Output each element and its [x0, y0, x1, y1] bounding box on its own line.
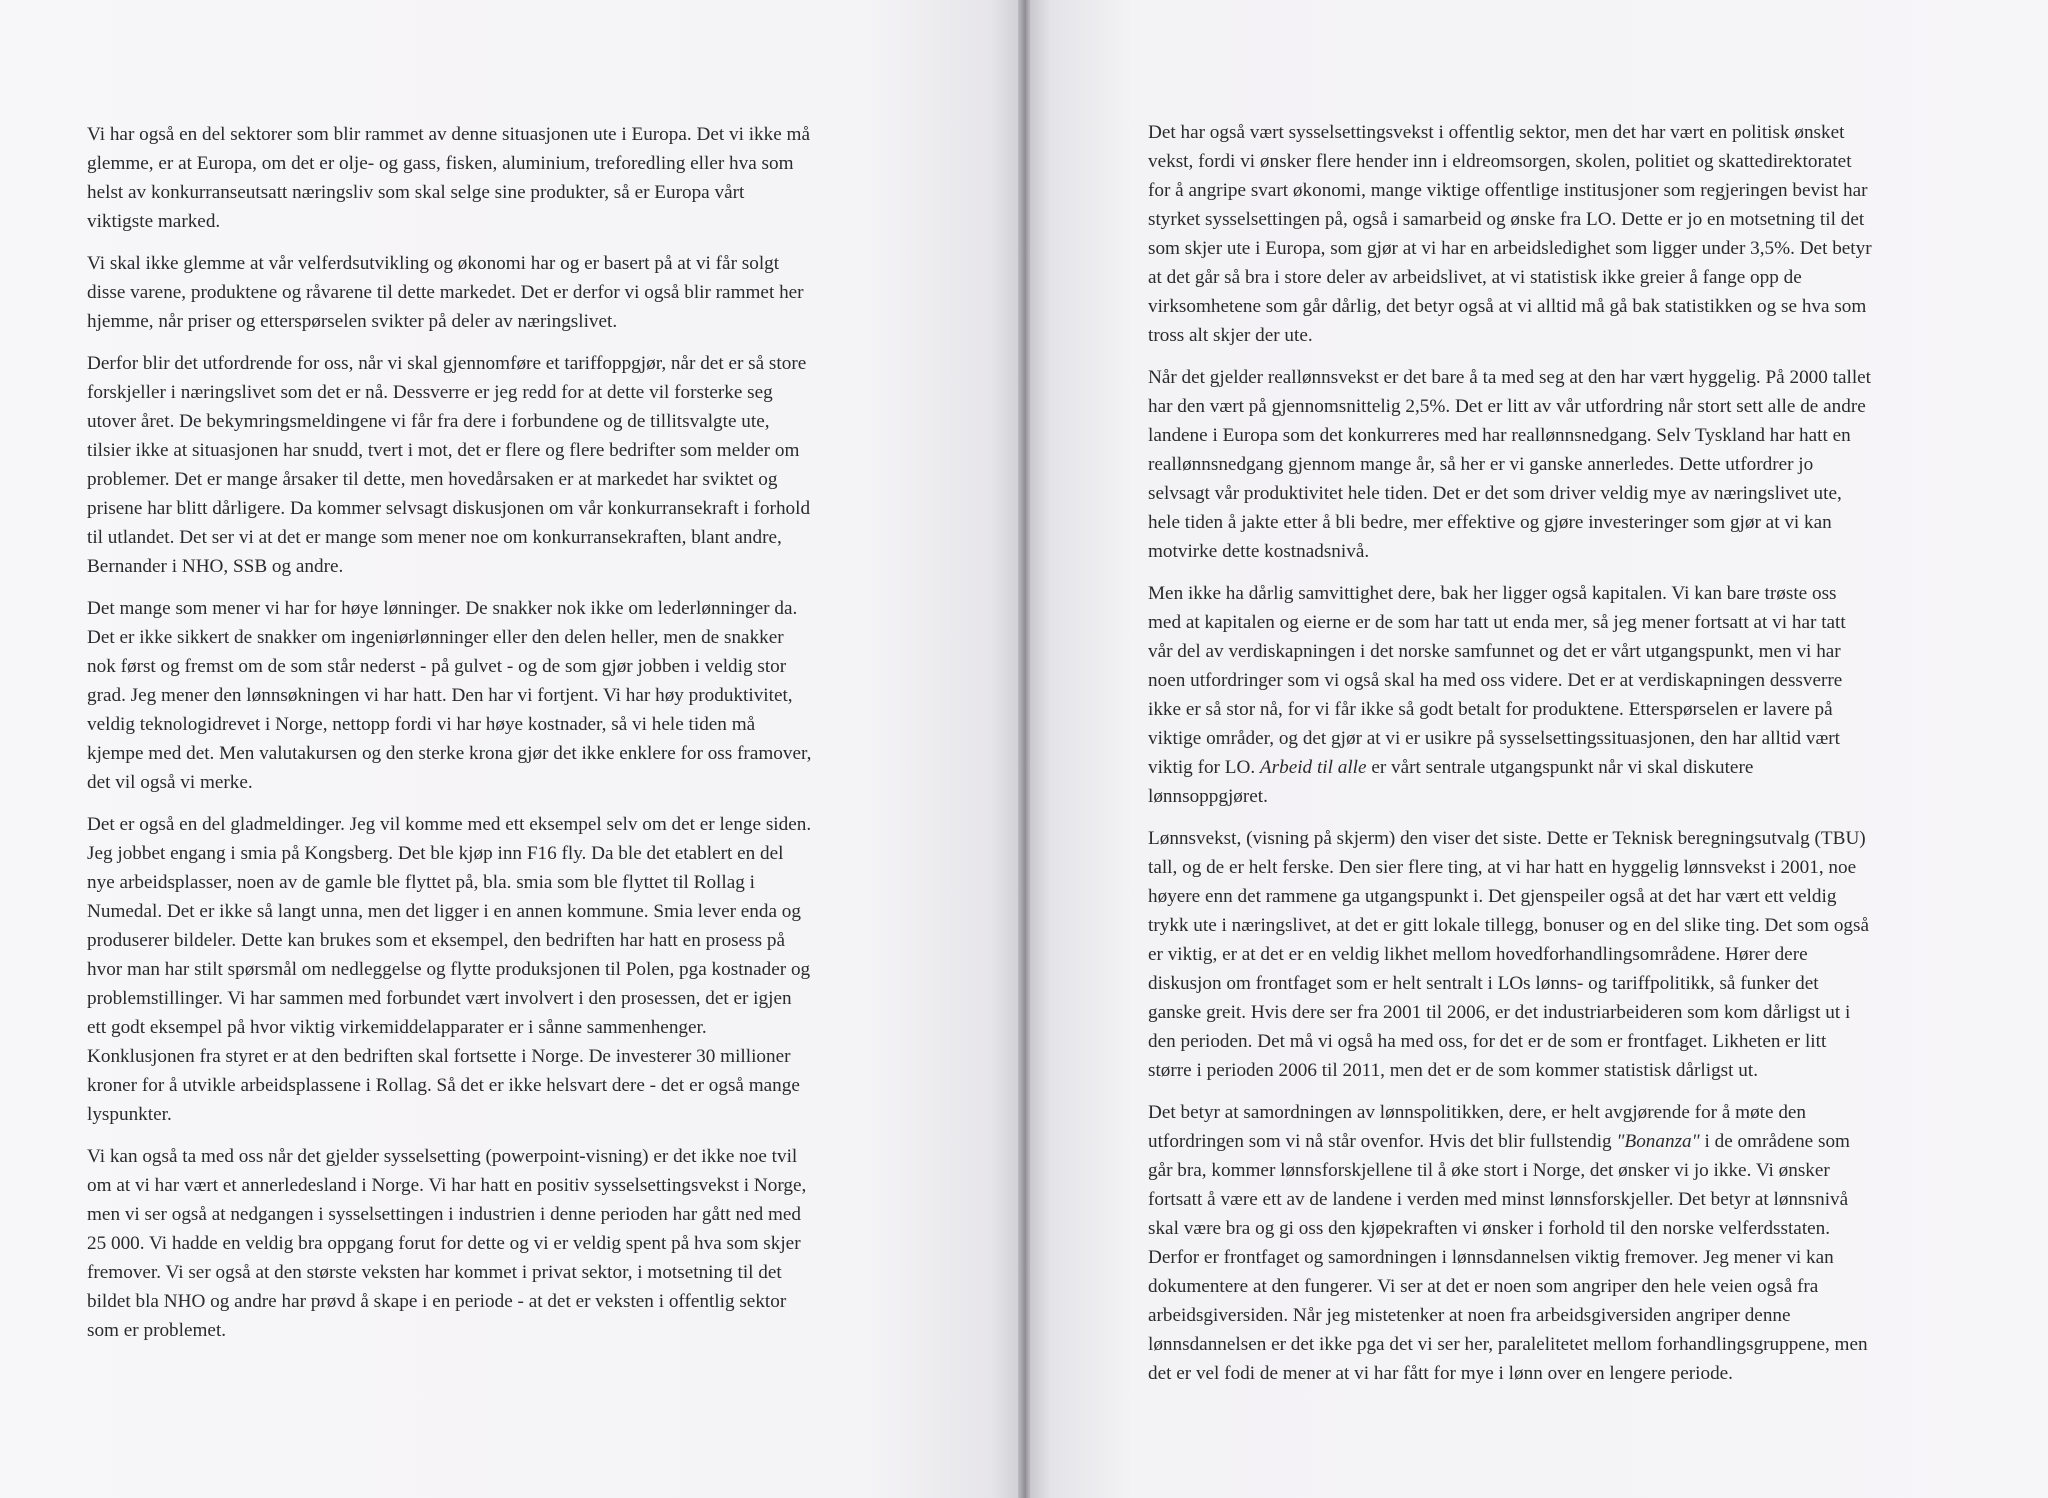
paragraph: [87, 1142, 917, 1345]
text-line: problemstillinger. Vi har sammen med forbundet vært involvert i den prosessen, det er igjen: [87, 988, 792, 1009]
right-page: [1030, 0, 2048, 1498]
text-line: har den vært på gjennomsnittelig 2,5%. Det er litt av vår utfordring når stort sett alle de andre: [1148, 396, 1866, 417]
text-line: at det går så bra i store deler av arbeidslivet, at vi statistisk ikke greier å fange opp de: [1148, 267, 1802, 288]
text-line: den perioden. Det må vi også ha med oss, for det er de som er frontfaget. Likheten er litt: [1148, 1031, 1827, 1052]
text-line: hjemme, når priser og etterspørselen svikter på deler av næringslivet.: [87, 311, 618, 332]
text-line: Vi kan også ta med oss når det gjelder sysselsetting (powerpoint-visning) er det ikke noe tvil: [87, 1146, 798, 1167]
text-line: tilsier ikke at situasjonen har snudd, tvert i mot, det er flere og flere bedrifter som melder om: [87, 440, 800, 461]
text-line: bildet bla NHO og andre har prøvd å skape i en periode - at det er veksten i offentlig sektor: [87, 1291, 787, 1312]
text-line: Numedal. Det er ikke så langt unna, men det ligger i en annen kommune. Smia lever enda og: [87, 901, 801, 922]
text-line: noen utfordringer som vi også skal ha med oss videre. Det er at verdiskapningen dessverre: [1148, 670, 1843, 691]
paragraph: [1148, 1098, 1998, 1388]
text-line: kjempe med det. Men valutakursen og den sterke krona gjør det ikke enklere for oss framover,: [87, 743, 812, 764]
text-line: 25 000. Vi hadde en veldig bra oppgang forut for dette og vi er veldig spent på hva som skjer: [87, 1233, 801, 1254]
text-line: det vil også vi merke.: [87, 772, 253, 793]
text-line: virksomhetene som går dårlig, det betyr også at vi alltid må gå bak statistikken og se hva som: [1148, 296, 1867, 317]
italic-text-run: "Bonanza": [1616, 1131, 1700, 1152]
text-line: diskusjon om frontfaget som er helt sentralt i LOs lønns- og tariffpolitikk, så funker det: [1148, 973, 1819, 994]
text-line: vår del av verdiskapningen i det norske samfunnet og det er vårt utgangspunkt, men vi har: [1148, 641, 1841, 662]
text-line: forskjeller i næringslivet som det er nå. Dessverre er jeg redd for at dette vil forsterke seg: [87, 382, 773, 403]
paragraph: [87, 249, 917, 336]
text-line: disse varene, produktene og råvarene til dette markedet. Det er derfor vi også blir rammet her: [87, 282, 804, 303]
text-line: utover året. De bekymringsmeldingene vi får fra dere i forbundene og de tillitsvalgte ute,: [87, 411, 770, 432]
text-line: ganske greit. Hvis dere ser fra 2001 til 2006, er det industriarbeideren som kom dårligst ut i: [1148, 1002, 1851, 1023]
text-run: utfordringen som vi nå står ovenfor. Hvis det blir fullstendig: [1148, 1131, 1617, 1152]
text-line: skal være bra og gi oss den kjøpekraften vi ønsker i forhold til den norske velferdsstaten.: [1148, 1218, 1831, 1239]
text-line: selvsagt vår produktivitet hele tiden. Det er det som driver veldig mye av næringslivet ute,: [1148, 483, 1842, 504]
text-line: men vi ser også at nedgangen i sysselsettingen i industrien i denne perioden har gått ned med: [87, 1204, 802, 1225]
text-line: hele tiden å jakte etter å bli bedre, mer effektive og gjøre investeringer som gjør at vi kan: [1148, 512, 1832, 533]
text-line: [1148, 1127, 1998, 1156]
text-line: Konklusjonen fra styret er at den bedriften skal fortsette i Norge. De investerer 30 millioner: [87, 1046, 791, 1067]
text-line: Lønnsvekst, (visning på skjerm) den viser det siste. Dette er Teknisk beregningsutvalg (TBU): [1148, 828, 1866, 849]
right-page-text: [1148, 118, 1998, 1401]
paragraph: [87, 810, 917, 1129]
text-line: veldig teknologidrevet i Norge, nettopp fordi vi har høye kostnader, så vi hele tiden må: [87, 714, 756, 735]
text-line: ikke er så stor nå, for vi får ikke så godt betalt for produktene. Etterspørselen er lavere på: [1148, 699, 1833, 720]
text-line: landene i Europa som det konkurreres med har reallønnsnedgang. Selv Tyskland har hatt en: [1148, 425, 1851, 446]
text-line: Derfor blir det utfordrende for oss, når vi skal gjennomføre et tariffoppgjør, når det er så store: [87, 353, 807, 374]
text-line: problemer. Det er mange årsaker til dette, men hovedårsaken er at markedet har sviktet og: [87, 469, 778, 490]
paragraph: [87, 120, 917, 236]
text-line: lønnsdannelsen er det ikke pga det vi ser her, paralelitetet mellom forhandlingsgruppene, men: [1148, 1334, 1868, 1355]
left-page: [0, 0, 1022, 1498]
text-line: lyspunkter.: [87, 1104, 172, 1125]
text-line: fremover. Vi ser også at den største veksten har kommet i privat sektor, i motsetning til det: [87, 1262, 782, 1283]
text-line: er viktig, er at det er en veldig likhet mellom hovedforhandlingsområdene. Hører dere: [1148, 944, 1808, 965]
text-line: produserer bildeler. Dette kan brukes som et eksempel, den bedriften har hatt en prosess på: [87, 930, 785, 951]
text-line: helst av konkurranseutsatt næringsliv som skal selge sine produkter, så er Europa vårt: [87, 182, 745, 203]
text-line: større i perioden 2006 til 2011, men det er de som kommer statistisk dårligst ut.: [1148, 1060, 1758, 1081]
paragraph: [1148, 118, 1998, 350]
text-line: Det betyr at samordningen av lønnspolitikken, dere, er helt avgjørende for å møte den: [1148, 1102, 1807, 1123]
text-line: Vi skal ikke glemme at vår velferdsutvikling og økonomi har og er basert på at vi får solgt: [87, 253, 780, 274]
text-line: hvor man har stilt spørsmål om nedleggelse og flytte produksjonen til Polen, pga kostnader og: [87, 959, 811, 980]
text-line: Det er ikke sikkert de snakker om ingeniørlønninger eller den delen heller, men de snakker: [87, 627, 784, 648]
paragraph: [1148, 579, 1998, 811]
text-line: for å angripe svart økonomi, mange viktige offentlige institusjoner som regjeringen bevist har: [1148, 180, 1868, 201]
text-line: tross alt skjer der ute.: [1148, 325, 1313, 346]
text-line: det er vel fodi de mener at vi har fått for mye i lønn over en lengere periode.: [1148, 1363, 1733, 1384]
text-line: høyere enn det rammene ga utgangspunkt i. Det gjenspeiler også at det har vært ett veldig: [1148, 886, 1837, 907]
paragraph: [87, 594, 917, 797]
text-line: som skjer ute i Europa, som gjør at vi har en arbeidsledighet som ligger under 3,5%. Det betyr: [1148, 238, 1872, 259]
paragraph: [1148, 824, 1998, 1085]
text-line: [1148, 753, 1998, 782]
text-line: Derfor er frontfaget og samordningen i lønnsdannelsen viktig fremover. Jeg mener vi kan: [1148, 1247, 1834, 1268]
italic-text-run: Arbeid til alle: [1259, 757, 1367, 778]
text-run: viktig for LO.: [1148, 757, 1260, 778]
text-line: Når det gjelder reallønnsvekst er det bare å ta med seg at den har vært hyggelig. På 2000 tallet: [1148, 367, 1872, 388]
text-line: viktige områder, og det gjør at vi er usikre på sysselsettingssituasjonen, den har alltid vært: [1148, 728, 1840, 749]
text-line: styrket sysselsettingen på, også i samarbeid og ønske fra LO. Dette er jo en motsetning til det: [1148, 209, 1865, 230]
text-line: Det har også vært sysselsettingsvekst i offentlig sektor, men det har vært en politisk ønsket: [1148, 122, 1845, 143]
text-line: nye arbeidsplasser, noen av de gamle ble flyttet på, bla. smia som ble flyttet til Rollag i: [87, 872, 755, 893]
text-run: i de områdene som: [1699, 1131, 1850, 1152]
text-line: med at kapitalen og eierne er de som har tatt ut enda mer, så jeg mener fortsatt at vi har tatt: [1148, 612, 1846, 633]
text-run: er vårt sentrale utgangspunkt når vi skal diskutere: [1366, 757, 1754, 778]
paragraph: [87, 349, 917, 581]
text-line: Bernander i NHO, SSB og andre.: [87, 556, 344, 577]
text-line: om at vi har vært et annerledesland i Norge. Vi har hatt en positiv sysselsettingsvekst i Norge,: [87, 1175, 807, 1196]
text-line: fortsatt å være ett av de landene i verden med minst lønnsforskjeller. Det betyr at lønnsnivå: [1148, 1189, 1849, 1210]
text-line: lønnsoppgjøret.: [1148, 786, 1268, 807]
text-line: glemme, er at Europa, om det er olje- og gass, fisken, aluminium, treforedling eller hva som: [87, 153, 794, 174]
text-line: motvirke dette kostnadsnivå.: [1148, 541, 1370, 562]
text-line: Vi har også en del sektorer som blir rammet av denne situasjonen ute i Europa. Det vi ikke må: [87, 124, 810, 145]
text-line: tall, og de er helt ferske. Den sier flere ting, at vi har hatt en hyggelig lønnsvekst i 2001, noe: [1148, 857, 1857, 878]
text-line: som er problemet.: [87, 1320, 227, 1341]
text-line: trykk ute i næringslivet, at det er gitt lokale tillegg, bonuser og en del slike ting. Det som også: [1148, 915, 1870, 936]
text-line: prisene har blitt dårligere. Da kommer selvsagt diskusjonen om vår konkurransekraft i forhold: [87, 498, 811, 519]
text-line: nok først og fremst om de som står nederst - på gulvet - og de som gjør jobben i veldig stor: [87, 656, 787, 677]
text-line: Jeg jobbet engang i smia på Kongsberg. Det ble kjøp inn F16 fly. Da ble det etablert en del: [87, 843, 784, 864]
text-line: Men ikke ha dårlig samvittighet dere, bak her ligger også kapitalen. Vi kan bare trøste oss: [1148, 583, 1837, 604]
text-line: til utlandet. Det ser vi at det er mange som mener noe om konkurransekraften, blant andre,: [87, 527, 782, 548]
text-line: Det er også en del gladmeldinger. Jeg vil komme med ett eksempel selv om det er lenge siden.: [87, 814, 812, 835]
text-line: ett godt eksempel på hvor viktig virkemiddelapparater er i sånne sammenhenger.: [87, 1017, 707, 1038]
text-line: Det mange som mener vi har for høye lønninger. De snakker nok ikke om lederlønninger da.: [87, 598, 798, 619]
text-line: dokumentere at den fungerer. Vi ser at det er noen som angriper den hele veien også fra: [1148, 1276, 1819, 1297]
text-line: reallønnsnedgang gjennom mange år, så her er vi ganske annerledes. Dette utfordrer jo: [1148, 454, 1814, 475]
text-line: grad. Jeg mener den lønnsøkningen vi har hatt. Den har vi fortjent. Vi har høy produktivitet,: [87, 685, 793, 706]
text-line: arbeidsgiversiden. Når jeg mistetenker at noen fra arbeidsgiversiden angriper denne: [1148, 1305, 1791, 1326]
left-page-text: [87, 120, 917, 1358]
text-line: kroner for å utvikle arbeidsplassene i Rollag. Så det er ikke helsvart dere - det er også mange: [87, 1075, 800, 1096]
paragraph: [1148, 363, 1998, 566]
text-line: viktigste marked.: [87, 211, 221, 232]
text-line: vekst, fordi vi ønsker flere hender inn i eldreomsorgen, skolen, politiet og skattedirektoratet: [1148, 151, 1852, 172]
text-line: går bra, kommer lønnsforskjellene til å øke stort i Norge, det ønsker vi jo ikke. Vi ønsker: [1148, 1160, 1830, 1181]
